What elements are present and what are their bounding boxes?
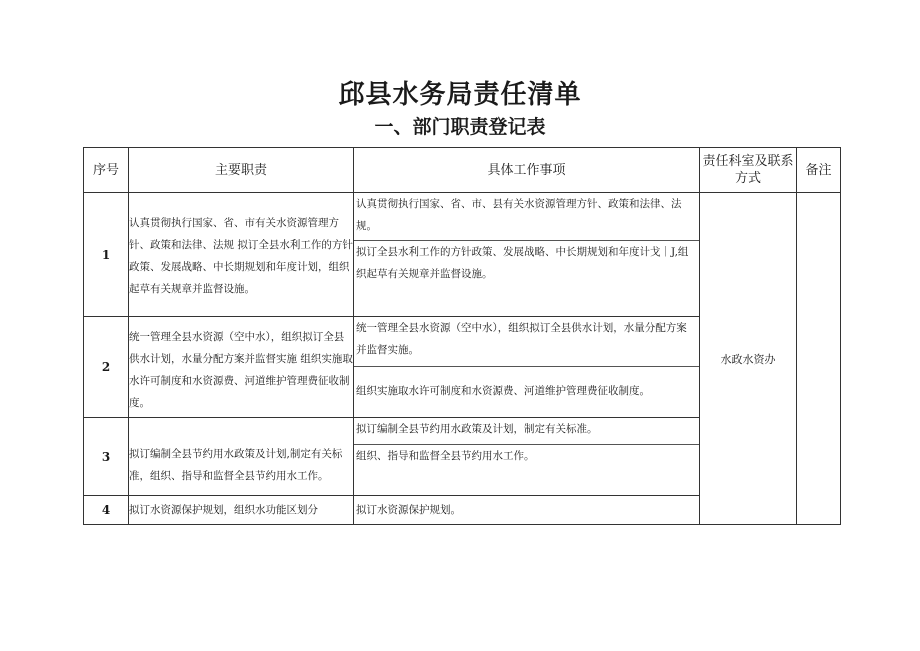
work-item: 拟订水资源保护规划。	[356, 504, 461, 516]
header-items: 具体工作事项	[354, 148, 700, 193]
table-row	[84, 193, 841, 317]
work-item: 拟订全县水利工作的方针政策、发展战略、中长期规划和年度计戈｜J,组织起草有关规章并监督设施。	[356, 246, 689, 280]
table-header-row	[84, 148, 841, 193]
header-duty: 主要职责	[129, 148, 354, 193]
work-item: 组织、指导和监督全县节约用水工作。	[356, 450, 535, 462]
items-cell	[354, 193, 700, 317]
header-no: 序号	[84, 148, 129, 193]
work-item: 拟订编制全县节约用水政策及计划，制定有关标准。	[354, 418, 699, 445]
items-cell	[354, 496, 700, 525]
duty-text: 拟订编制全县节约用水政策及计划,制定有关标准，组织、指导和监督全县节约用水工作。	[129, 448, 343, 482]
office-cell: 水政水资办	[700, 193, 797, 525]
note-cell	[797, 193, 841, 525]
items-cell	[354, 418, 700, 496]
row-number: 3	[84, 418, 129, 496]
document-title: 邱县水务局责任清单	[338, 80, 582, 110]
work-item: 认真贯彻执行国家、省、市、县有关水资源管理方针、政策和法律、法规。	[354, 193, 699, 241]
duty-text: 拟订水资源保护规划，组织水功能区划分	[129, 504, 318, 516]
duty-registration-table	[83, 147, 841, 525]
document-subtitle: 一、部门职责登记表	[374, 116, 546, 138]
duty-cell	[129, 193, 354, 317]
header-note: 备注	[797, 148, 841, 193]
row-number: 4	[84, 496, 129, 525]
duty-cell	[129, 418, 354, 496]
duty-text: 统一管理全县水资源（空中水），组织拟订全县供水计划，水量分配方案并监督实施 组织实施取水许可制度和水资源费、河道维护管理费征收制度。	[129, 331, 353, 409]
row-number: 1	[84, 193, 129, 317]
row-number: 2	[84, 317, 129, 418]
duty-cell	[129, 496, 354, 525]
duty-cell	[129, 317, 354, 418]
work-item: 统一管理全县水资源（空中水），组织拟订全县供水计划，水量分配方案并监督实施。	[354, 317, 699, 367]
work-item: 组织实施取水许可制度和水资源费、河道维护管理费征收制度。	[356, 385, 650, 397]
duty-text: 认真贯彻执行国家、省、市有关水资源管理方针、政策和法律、法规 拟订全县水利工作的方针政策、发展战略、中长期规划和年度计划，组织起草有关规章并监督设施。	[129, 216, 353, 295]
items-cell	[354, 317, 700, 418]
header-office: 责任科室及联系方式	[700, 148, 797, 193]
